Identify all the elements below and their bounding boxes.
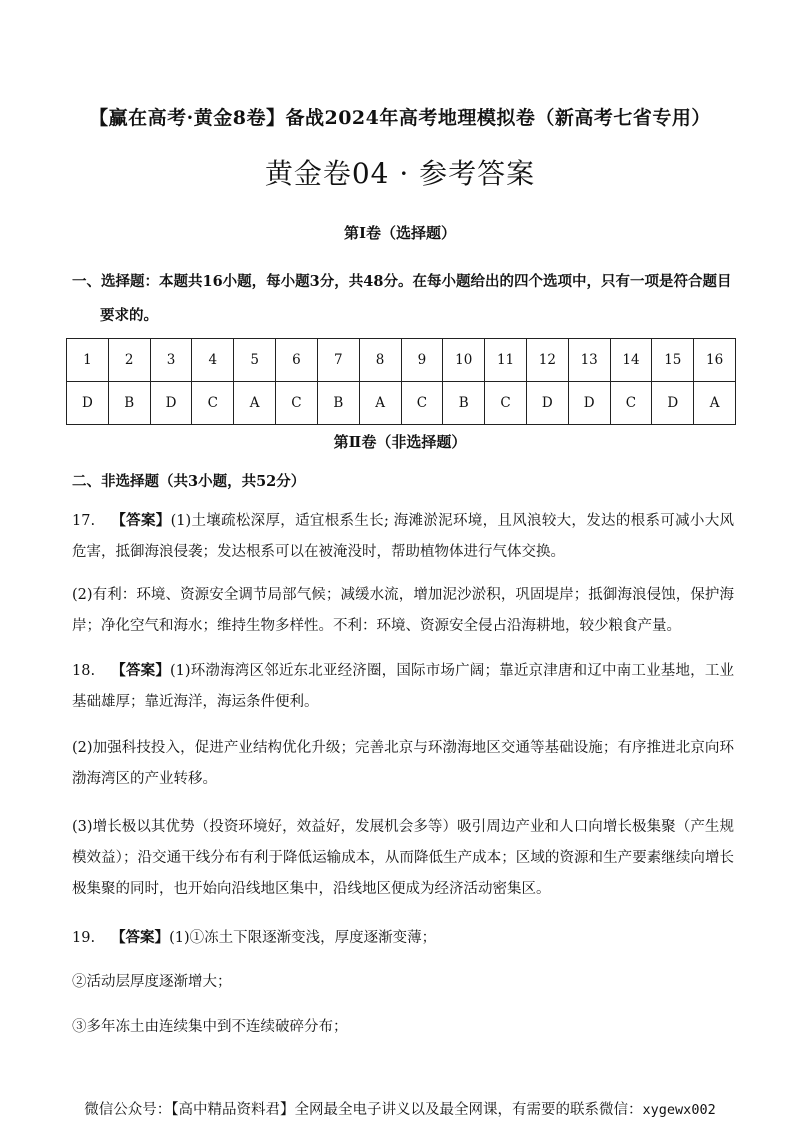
table-cell: 9 [401,339,443,382]
table-cell: B [108,382,150,425]
table-cell: 6 [276,339,318,382]
question-number: 17. [72,513,96,529]
footer-notice [0,1098,800,1119]
table-cell: C [401,382,443,425]
q19-answer-2: ②活动层厚度逐渐增大； [72,974,232,990]
part1-title: 第Ⅰ卷（选择题） [343,224,457,242]
q19-answer-3: ③多年冻土由连续集中到不连续破碎分布； [72,1019,348,1035]
q18-answer-1 [72,655,734,718]
table-cell: 11 [485,339,527,382]
document-title: 黄金卷04 · 参考答案 [264,157,536,190]
table-cell: 10 [443,339,485,382]
answer-tag: 【答案】 [111,662,171,679]
q17-answer-1 [72,505,734,568]
q19-answer-1 [72,922,734,954]
answer-tag: 【答案】 [111,929,170,946]
wechat-id: xygewx002 [642,1102,716,1118]
table-cell: 8 [359,339,401,382]
table-cell: 2 [108,339,150,382]
table-cell: B [443,382,485,425]
table-cell: B [317,382,359,425]
part1-instruction [72,265,732,333]
table-cell: A [234,382,276,425]
table-cell: 5 [234,339,276,382]
answer-text: (1)土壤疏松深厚，适宜根系生长; 海滩淤泥环境，且风浪较大，发达的根系可减小大风危害，抵御海浪侵袭；发达根系可以在被淹没时，帮助植物体进行气体交换。 [72,513,735,560]
q17-answer-2: (2)有利：环境、资源安全调节局部气候；减缓水流，增加泥沙淤积，巩固堤岸；抵御海浪侵蚀，保护海岸；净化空气和海水；维持生物多样性。不利：环境、资源安全侵占沿海耕地，较少粮食产量。 [72,587,734,634]
table-cell: 1 [67,339,109,382]
table-cell: A [359,382,401,425]
question-number-row [67,339,736,382]
table-cell: C [276,382,318,425]
table-cell: 13 [568,339,610,382]
table-cell: D [526,382,568,425]
q18-answer-3: (3)增长极以其优势（投资环境好，效益好，发展机会多等）吸引周边产业和人口向增长极集聚（产生规模效益）；沿交通干线分布有利于降低运输成本，从而降低生产成本；区域的资源和生产要素继续向增长极集聚的同时，也开始向沿线地区集中，沿线地区便成为经济活动密集区。 [72,819,734,897]
table-cell: D [150,382,192,425]
answer-text: (1)①冻土下限逐渐变浅，厚度逐渐变薄； [169,930,437,946]
q18-answer-2: (2)加强科技投入，促进产业结构优化升级；完善北京与环渤海地区交通等基础设施；有序推进北京向环渤海湾区的产业转移。 [72,740,734,787]
table-cell: A [694,382,736,425]
table-cell: C [192,382,234,425]
instruction-line-2: 要求的。 [100,307,158,324]
table-cell: 12 [526,339,568,382]
series-title: 【赢在高考·黄金8卷】备战2024年高考地理模拟卷（新高考七省专用） [89,107,711,129]
answer-table [66,338,736,425]
footer-text: 微信公众号：【高中精品资料君】全网最全电子讲义以及最全网课，有需要的联系微信： [84,1102,643,1118]
table-cell: 15 [652,339,694,382]
answer-tag: 【答案】 [111,512,171,529]
question-number: 19. [72,930,96,946]
question-number: 18. [72,663,96,679]
table-cell: 4 [192,339,234,382]
table-cell: D [568,382,610,425]
answer-text: (1)环渤海湾区邻近东北亚经济圈，国际市场广阔；靠近京津唐和辽中南工业基地，工业基础雄厚；靠近海洋，海运条件便利。 [72,663,735,710]
table-cell: C [610,382,652,425]
table-cell: D [652,382,694,425]
table-cell: 7 [317,339,359,382]
answer-row [67,382,736,425]
table-cell: C [485,382,527,425]
table-cell: 3 [150,339,192,382]
table-cell: D [67,382,109,425]
part2-heading: 二、非选择题（共3小题，共52分） [72,473,306,490]
table-cell: 14 [610,339,652,382]
table-cell: 16 [694,339,736,382]
part2-title: 第Ⅱ卷（非选择题） [333,433,467,451]
instruction-line-1: 一、选择题：本题共16小题，每小题3分，共48分。在每小题给出的四个选项中，只有一项是符合题目 [72,273,732,290]
